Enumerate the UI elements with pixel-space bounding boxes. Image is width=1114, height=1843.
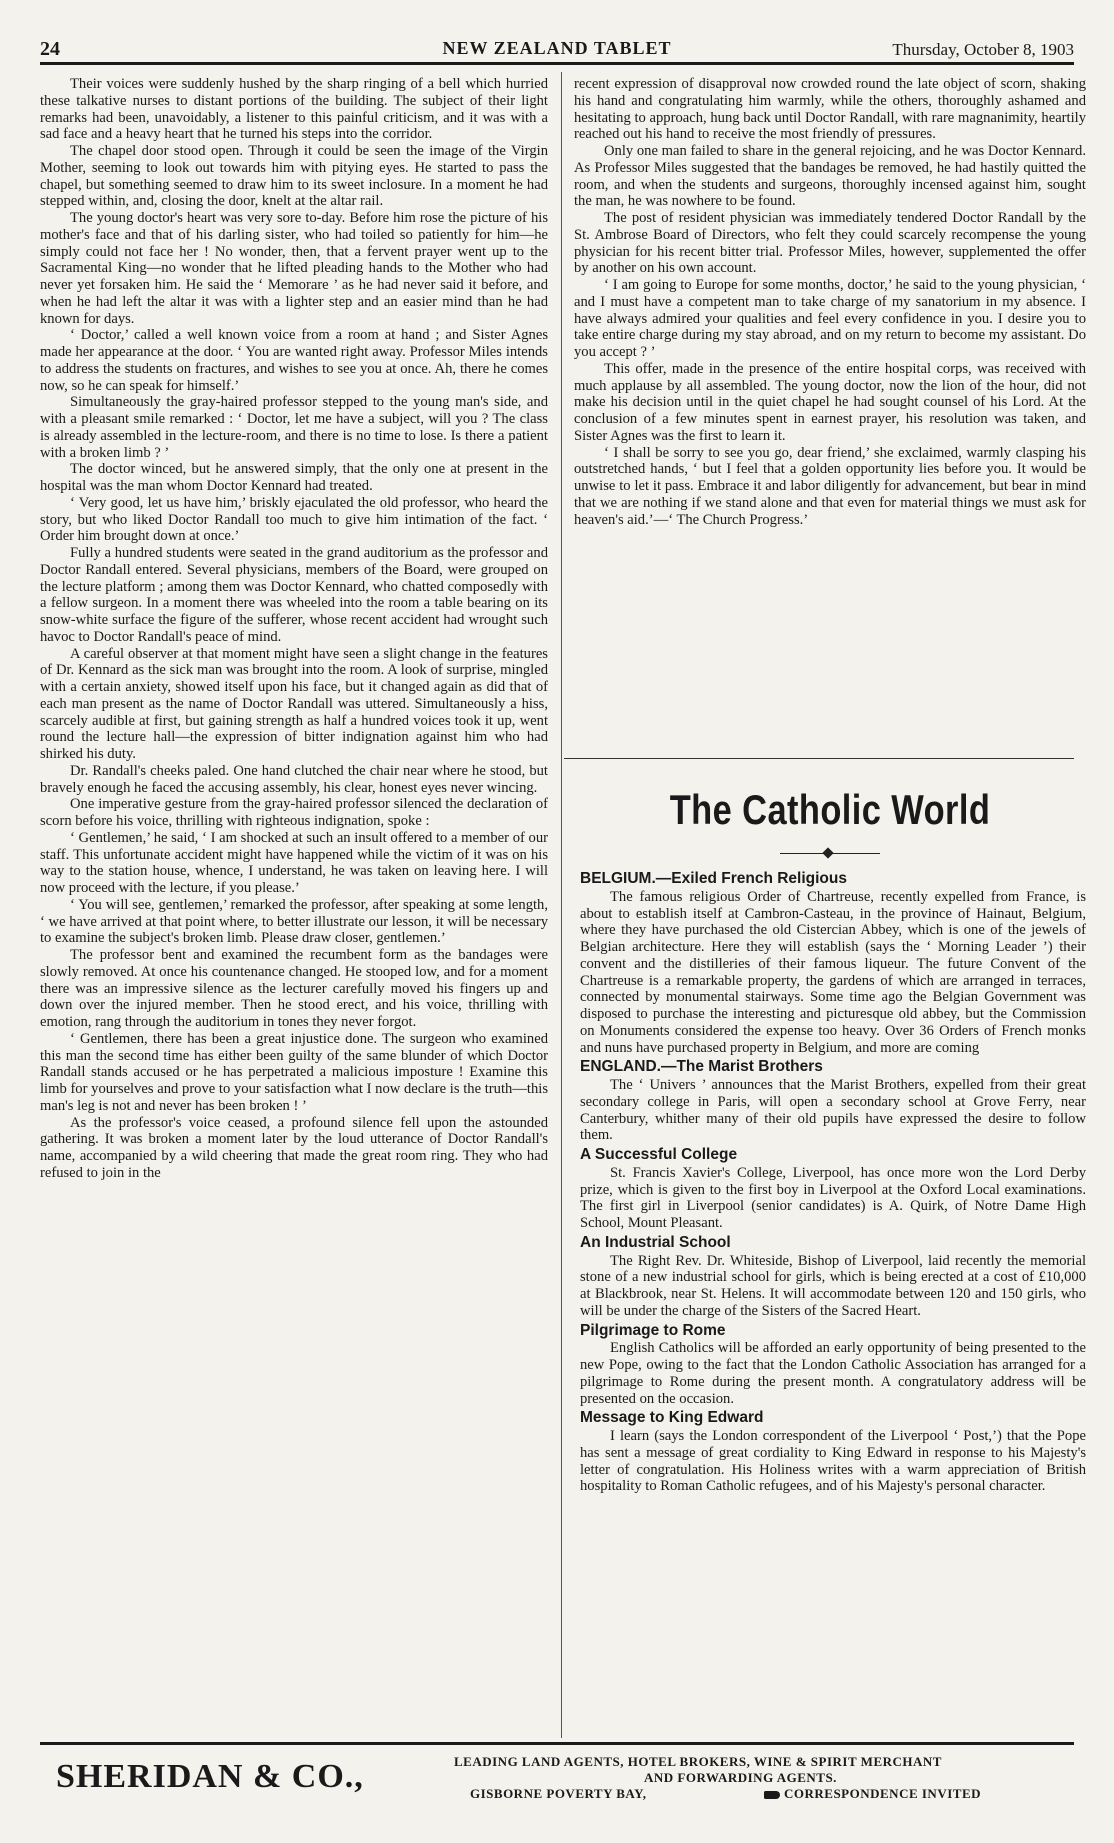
news-body: The Right Rev. Dr. Whiteside, Bishop of Liverpool, laid recently the memorial stone of a new industrial school for girls, which is being erected at a cost of £10,000 at Blackbrook, near St. Helens. It will accommodate between 120 and 150 girls, who will be under the charge of the Sisters of the Sacred Heart. <box>580 1252 1086 1319</box>
story-paragraph: The professor bent and examined the recumbent form as the bandages were slowly removed. At once his countenance changed. He stooped low, and for a moment there was an impressive silence as the lecturer carefully moved his fingers up and down over the injured member. Then he stood erect, and his voice, thrilling with emotion, rang through the auditorium in tones they never forgot. <box>40 947 548 1030</box>
publication-title: NEW ZEALAND TABLET <box>442 38 672 58</box>
advert-line: AND FORWARDING AGENTS. <box>644 1770 837 1785</box>
story-paragraph: Fully a hundred students were seated in the grand auditorium as the professor and Doctor Randall entered. Several physicians, members of the Board, were grouped on the lecture platform ; among them was Doctor Kennard, who chatted composedly with a fellow surgeon. In a moment there was wheeled into the room a table bearing on its snow-white surface the figure of the sufferer, whose recent accident had wrought such havoc to Doctor Randall's peace of mind. <box>40 545 548 645</box>
column-divider <box>561 72 562 1738</box>
news-column <box>580 868 1086 1495</box>
story-paragraph: The chapel door stood open. Through it could be seen the image of the Virgin Mother, seeming to look out towards him with pitying eyes. He started to pass the chapel, but something seemed to draw him to its sweet inclosure. In a moment he had stepped within, and, closing the door, knelt at the altar rail. <box>40 143 548 210</box>
news-heading: Message to King Edward <box>580 1409 764 1427</box>
story-paragraph: recent expression of disapproval now crowded round the late object of scorn, shaking his hand and congratulating him warmly, while the others, thoroughly ashamed and hesitating to approach, hung back until Doctor Randall, with rare magnanimity, heartily reached out his hand to receive the most friendly of pressures. <box>574 76 1086 143</box>
story-paragraph: The doctor winced, but he answered simply, that the only one at present in the hospital was the man whom Doctor Kennard had treated. <box>40 461 548 494</box>
news-body: I learn (says the London correspondent of the Liverpool ‘ Post,’) that the Pope has sent a message of great cordiality to King Edward in response to his Majesty's letter of congratulation. His Holiness writes with a warm appreciation of British hospitality to Roman Catholic refugees, and of his Majesty's personal character. <box>580 1428 1086 1495</box>
news-body: English Catholics will be afforded an early opportunity of being presented to the new Pope, owing to the fact that the London Catholic Association has arranged for a pilgrimage to Rome during the present month. A congratulatory address will be presented on the occasion. <box>580 1340 1086 1407</box>
running-head <box>40 38 1074 65</box>
advert-name: SHERIDAN & CO., <box>56 1758 364 1795</box>
diamond-icon <box>822 847 833 858</box>
story-paragraph: ‘ I am going to Europe for some months, doctor,’ he said to the young physician, ‘ and I must have a competent man to take charge of my sanatorium in my absence. I have always admired your qualities and feel every confidence in you. I desire you to take entire charge during my stay abroad, and on my return to become my assistant. Do you accept ? ’ <box>574 277 1086 360</box>
story-column-right <box>574 76 1086 528</box>
page-number: 24 <box>40 38 60 60</box>
section-title: The Catholic World <box>669 786 991 833</box>
story-paragraph: A careful observer at that moment might have seen a slight change in the features of Dr. Kennard as the sick man was brought into the room. A look of surprise, mingled with a certain anxiety, showed itself upon his face, but it changed again as did that of each man present as the name of Doctor Randall was uttered. Simultaneously a hiss, scarcely audible at first, but gaining strength as half a hundred voices took it up, went round the lecture hall—the expression of bitter indignation against him who had shirked his duty. <box>40 645 548 762</box>
news-heading: Pilgrimage to Rome <box>580 1321 726 1339</box>
story-paragraph: ‘ Gentlemen,’ he said, ‘ I am shocked at such an insult offered to a member of our staff. This unfortunate accident might have happened while the victim of it was on his way to the station house, whence, I understand, he was taken on leaving here. I will now proceed with the lecture, if you please.’ <box>40 829 548 896</box>
story-paragraph: Dr. Randall's cheeks paled. One hand clutched the chair near where he stood, but bravely enough he faced the accusing assembly, his clear, honest eyes never wincing. <box>40 762 548 796</box>
story-paragraph: The young doctor's heart was very sore to-day. Before him rose the picture of his mother's face and that of his darling sister, who had toiled so patiently for him—he simply could not face her ! No wonder, then, that a fervent prayer went up to the Sacramental King—no wonder that he lifted pleading hands to the Mother who had never yet forsaken him. He said the ‘ Memorare ’ as he had never said it before, and when he had left the altar it was with a lighter step and an easier mind than he had known for days. <box>40 210 548 327</box>
story-paragraph: One imperative gesture from the gray-haired professor silenced the declaration of scorn before his voice, thrilling with righteous indignation, spoke : <box>40 796 548 829</box>
story-paragraph: This offer, made in the presence of the entire hospital corps, was received with much applause by all assembled. The young doctor, now the lion of the hour, did not make his decision until in the quiet chapel he had sought counsel of his Lord. At the conclusion of a few minutes spent in earnest prayer, his resolution was taken, and Sister Agnes was the first to learn it. <box>574 360 1086 444</box>
news-body: St. Francis Xavier's College, Liverpool, has once more won the Lord Derby prize, which is given to the first boy in Liverpool at the Oxford Local examinations. The first girl in Liverpool (senior candidates) is A. Quirk, of Notre Dame High School, Mount Pleasant. <box>580 1164 1086 1231</box>
news-heading: A Successful College <box>580 1146 738 1163</box>
news-body: The ‘ Univers ’ announces that the Marist Brothers, expelled from their great secondary college in Paris, will open a secondary school at Grove Ferry, near Canterbury, whither many of their old pupils have expressed the desire to follow them. <box>580 1077 1086 1144</box>
story-paragraph: ‘ Gentlemen, there has been a great injustice done. The surgeon who examined this man the second time has either been guilty of the same blunder of which Doctor Randall stands accused or he has perpetrated a malicious imposture ! Examine this limb for yourselves and prove to your satisfaction what I now declare is the truth—this man's leg is not and never has been broken ! ’ <box>40 1030 548 1114</box>
story-paragraph: ‘ I shall be sorry to see you go, dear friend,’ she exclaimed, warmly clasping his outstretched hands, ‘ but I feel that a golden opportunity lies before you. It would be unwise to let it pass. Embrace it and labor diligently for advancement, but bear in mind that we are nothing if we stand alone and that even for material things we must ask for heaven's aid.’—‘ The Church Progress.’ <box>574 444 1086 528</box>
story-paragraph: Their voices were suddenly hushed by the sharp ringing of a bell which hurried these talkative nurses to distant portions of the building. The subject of their light remarks had been, unavoidably, a listener to this painful criticism, and it was with a sad face and a heavy heart that he turned his steps into the corridor. <box>40 76 548 143</box>
news-heading: ENGLAND.—The Marist Brothers <box>580 1058 823 1076</box>
story-paragraph: ‘ You will see, gentlemen,’ remarked the professor, after speaking at some length, ‘ we have arrived at that point where, to better illustrate our lesson, it will be necessary to examine the subject's broken limb. Please draw closer, gentlemen.’ <box>40 896 548 947</box>
pointing-hand-icon <box>764 1791 780 1799</box>
news-body: The famous religious Order of Chartreuse, recently expelled from France, is about to establish itself at Cambron-Casteau, in the province of Hainaut, Belgium, where they have purchased the old Cistercian Abbey, which is one of the jewels of Belgian architecture. Here they will establish (says the ‘ Morning Leader ’) their convent and the distilleries of their famous liqueur. The future Convent of the Chartreuse is a remarkable property, the gardens of which are arranged in terraces, connected by monumental stairways. Some time ago the Belgian Government was disposed to purchase the interesting and picturesque old abbey, but the Commission on Monuments considered the expense too heavy. Over 36 Orders of French monks and nuns have purchased property in Belgium, and more are coming <box>580 888 1086 1056</box>
advert-line: CORRESPONDENCE INVITED <box>784 1786 981 1801</box>
story-paragraph: ‘ Very good, let us have him,’ briskly ejaculated the old professor, who heard the story, but who liked Doctor Randall too much to give him intimation of the fact. ‘ Order him brought down at once.’ <box>40 494 548 545</box>
story-paragraph: ‘ Doctor,’ called a well known voice from a room at hand ; and Sister Agnes made her appearance at the door. ‘ You are wanted right away. Professor Miles intends to address the students on fractures, and wishes to see you at once. Ah, there he comes now, so he can speak for himself.’ <box>40 327 548 394</box>
advert-line: LEADING LAND AGENTS, HOTEL BROKERS, WINE & SPIRIT MERCHANT <box>454 1754 942 1769</box>
advert-line: GISBORNE POVERTY BAY, <box>470 1786 647 1801</box>
news-heading: BELGIUM.—Exiled French Religious <box>580 870 847 887</box>
section-rule <box>564 758 1074 759</box>
story-column-left <box>40 76 548 1182</box>
story-paragraph: Only one man failed to share in the general rejoicing, and he was Doctor Kennard. As Professor Miles suggested that the bandages be removed, he had hastily quitted the room, and when the students and surgeons, thoroughly incensed against him, sought the man, he was nowhere to be found. <box>574 143 1086 210</box>
footer-rule <box>40 1742 1074 1745</box>
issue-date: Thursday, October 8, 1903 <box>892 40 1074 59</box>
advert-line-correspondence <box>764 1786 981 1802</box>
ornament-divider <box>780 848 880 860</box>
news-heading: An Industrial School <box>580 1233 731 1251</box>
story-paragraph: Simultaneously the gray-haired professor stepped to the young man's side, and with a pleasant smile remarked : ‘ Doctor, let me have a subject, will you ? The class is already assembled in the lecture-room, and there is no time to lose. Is there a patient with a broken limb ? ’ <box>40 394 548 461</box>
story-paragraph: The post of resident physician was immediately tendered Doctor Randall by the St. Ambrose Board of Directors, who felt they could scarcely recompense the young physician for his recent bitter trial. Professor Miles, however, supplemented the offer by another on his own account. <box>574 210 1086 277</box>
story-paragraph: As the professor's voice ceased, a profound silence fell upon the astounded gathering. It was broken a moment later by the loud utterance of Doctor Randall's name, accompanied by a wild cheering that made the great room ring. They who had refused to join in the <box>40 1114 548 1181</box>
